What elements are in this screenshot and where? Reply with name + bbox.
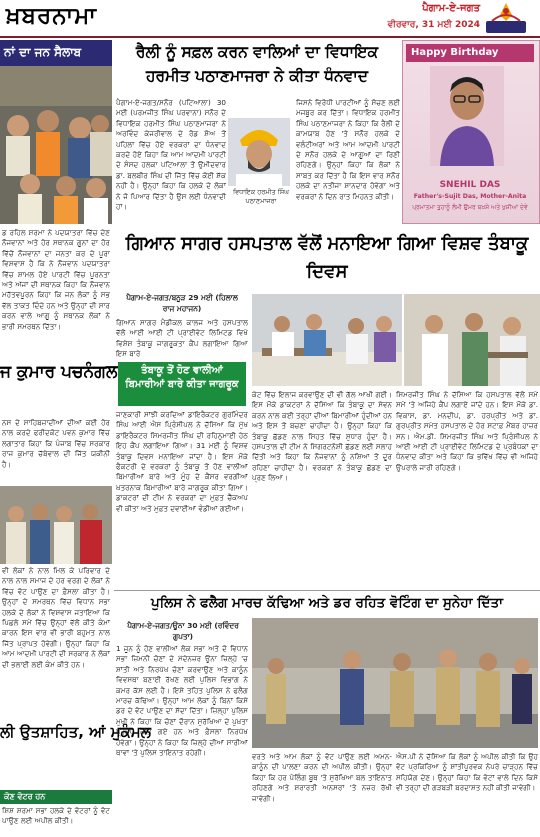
health-checkup-photo: [404, 294, 540, 386]
birthday-wish-text: ਪ੍ਰਮਾਤਮਾ ਤੁਹਾਨੂੰ ਲੰਮੀ ਉਮਰ ਬਖ਼ਸ਼ੇ ਅਤੇ ਖੁਸ਼ੀਆਂ ਦੇਵੇ: [412, 204, 528, 211]
police-story-column-1: 1 ਜੂਨ ਨੂੰ ਹੋਣ ਵਾਲੀਆਂ ਲੋਕ ਸਭਾ ਅਤੇ ਦੋ ਵਿਧਾਨ ਸਭਾ ਜ਼ਿਮਨੀ ਚੋਣਾਂ ਦੇ ਮੱਦੇਨਜ਼ਰ ਊਨਾ ਜ਼ਿਲ੍ਹੇ 'ਚ ਸ਼ਾਂਤੀ ਅਤੇ ਨਿਰਪੱਖ ਚੋਣਾਂ ਕਰਵਾਉਣ ਅਤੇ ਕਾਨੂੰਨ ਵਿਵਸਥਾ ਬਣਾਈ ਰੱਖਣ ਲਈ ਪੁਲਿਸ ਵਿਭਾਗ ਨੇ ਕਮਰ ਕੱਸ ਲਈ ਹੈ। ਇਸੇ ਤਹਿਤ ਪੁਲਿਸ ਨੇ ਫਲੈਗ ਮਾਰਚ ਕੱਢਿਆ। ਉਨ੍ਹਾਂ ਆਮ ਲੋਕਾਂ ਨੂੰ ਬਿਨਾਂ ਕਿਸੇ ਡਰ ਦੇ ਵੋਟ ਪਾਉਣ ਦਾ ਸੱਦਾ ਦਿੱਤਾ। ਜ਼ਿਲ੍ਹਾ ਪੁਲਿਸ ਮੁਖੀ ਨੇ ਕਿਹਾ ਕਿ ਚੋਣਾਂ ਦੌਰਾਨ ਸੁਰੱਖਿਆ ਦੇ ਪੁਖ਼ਤਾ ਪ੍ਰਬੰਧ ਕੀਤੇ ਗਏ ਹਨ ਅਤੇ ਫ਼ੈਸਲਾ ਨਿਰਪੱਖ ਹੋਵੇਗਾ। ਉਨ੍ਹਾਂ ਨੇ ਕਿਹਾ ਕਿ ਜ਼ਿਲ੍ਹੇ ਦੀਆਂ ਸਾਰੀਆਂ ਥਾਵਾਂ 'ਤੇ ਪੁਲਿਸ ਤਾਇਨਾਤ ਰਹੇਗੀ।: [116, 644, 248, 758]
birthday-ad-title: Happy Birthday: [406, 44, 534, 62]
police-flag-march-headline: ਪੁਲਿਸ ਨੇ ਫਲੈਗ ਮਾਰਚ ਕੱਢਿਆ ਅਤੇ ਡਰ ਰਹਿਤ ਵੋਟਿੰਗ ਦਾ ਸੁਨੇਹਾ ਦਿੱਤਾ: [114, 590, 540, 616]
tobacco-story-dateline: ਪੈਗਾਮ-ਏ-ਜਗਤ/ਬਨੂੜ 29 ਮਈ (ਹਿਲਾਲ ਰਾਜ ਮਹਾਜਨ): [126, 293, 238, 313]
rally-crowd-photo: [0, 66, 112, 224]
paper-logo-icon: [482, 1, 530, 35]
left-story-banner: ਨਾਂ ਦਾ ਜਨ ਸੈਲਾਬ: [0, 40, 112, 66]
left-story-body-2: ਨਸ ਦੇ ਸਾਹਿਬਜ਼ਾਦੀਆਂ ਦੀਆਂ ਕਈ ਹੋਰ ਨਾਲ ਕਰਦੇ ਫਰੀਦਕੋਟ ਪਵਨ ਕੁਮਾਰ ਵਿੱਚ ਲਗਾਤਾਰ ਕਿਹਾ ਕਿ ਪੰਜਾਬ ਵਿੱਚ ਸਰਕਾਰ ਰਾਜ ਕੁਮਾਰ ਚੱਬੇਵਾਲ ਦੀ ਜਿੱਤ ਯਕੀਨੀ ਹੈ।: [2, 418, 110, 469]
left-footer-text: ਸ਼ਿਸ਼ ਸ਼ਰਮਾ ਸਭਾ ਹਲਕੇ ਦੇ ਵੋਟਰਾਂ ਨੂੰ ਵੋਟ ਪਾਉਣ ਲਈ ਅਪੀਲ ਕੀਤੀ।: [2, 806, 110, 826]
tobacco-story-column-3: ਸਿਮਰਜੀਤ ਸਿੰਘ ਨੇ ਦੱਸਿਆ ਕਿ ਹਸਪਤਾਲ ਵੱਲੋਂ ਸਮੇਂ ਸਮੇਂ 'ਤੇ ਅਜਿਹੇ ਕੈਂਪ ਲਗਾਏ ਜਾਂਦੇ ਹਨ। ਇਸ ਮੌਕੇ ਡਾ. ਵਿਕਾਸ, ਡਾ. ਮਨਦੀਪ, ਡਾ. ਹਰਪ੍ਰੀਤ ਅਤੇ ਡਾ. ਗੁਰਪ੍ਰੀਤ ਸਮੇਤ ਹਸਪਤਾਲ ਦੇ ਹੋਰ ਸਟਾਫ਼ ਮੈਂਬਰ ਹਾਜ਼ਰ ਸਨ। ਐਮ.ਡੀ. ਸਿਮਰਜੀਤ ਸਿੰਘ ਅਤੇ ਪ੍ਰਿੰਸੀਪਲ ਨੇ ਆਈ ਆਈ ਟੀ ਪ੍ਰਾਈਵੇਟ ਲਿਮਿਟਡ ਦੇ ਪ੍ਰਬੰਧਕਾਂ ਦਾ ਧੰਨਵਾਦ ਕੀਤਾ ਅਤੇ ਕਿਹਾ ਕਿ ਭਵਿੱਖ ਵਿੱਚ ਵੀ ਅਜਿਹੇ ਉਪਰਾਲੇ ਜਾਰੀ ਰਹਿਣਗੇ।: [396, 390, 538, 472]
rally-thanks-headline: ਰੈਲੀ ਨੂੰ ਸਫ਼ਲ ਕਰਨ ਵਾਲਿਆਂ ਦਾ ਵਿਧਾਇਕ ਹਰਮੀਤ ਪਠਾਣਮਾਜਰਾ ਨੇ ਕੀਤਾ ਧੰਨਵਾਦ: [135, 43, 379, 85]
tobacco-day-headline: ਗਿਆਨ ਸਾਗਰ ਹਸਪਤਾਲ ਵੱਲੋਂ ਮਨਾਇਆ ਗਿਆ ਵਿਸ਼ਵ ਤੰਬਾਕੂ ਦਿਵਸ: [125, 233, 529, 282]
birthday-person-photo: [430, 66, 504, 166]
campaign-group-photo: [0, 486, 112, 564]
police-story-column-3: ਐਸ.ਪੀ ਨੇ ਦੱਸਿਆ ਕਿ ਲੋਕਾਂ ਨੂੰ ਅਪੀਲ ਕੀਤੀ ਕਿ ਉਹ ਵੋਟ ਪ੍ਰਕਿਰਿਆ ਨੂੰ ਸ਼ਾਂਤੀਪੂਰਵਕ ਨੇਪਰੇ ਚਾੜ੍ਹਨ ਵਿੱਚ ਸਹਿਯੋਗ ਦੇਣ। ਉਨ੍ਹਾਂ ਕਿਹਾ ਕਿ ਵੋਟਾਂ ਵਾਲੇ ਦਿਨ ਕਿਸੇ ਵੀ ਤਰ੍ਹਾਂ ਦੀ ਗੜਬੜੀ ਬਰਦਾਸ਼ਤ ਨਹੀਂ ਕੀਤੀ ਜਾਵੇਗੀ।: [396, 752, 538, 793]
mla-portrait-photo: [228, 118, 290, 186]
left-story-body-3: ਵੀ ਲੋਕਾਂ ਨੇ ਨਾਲ ਮਿਲ ਕੇ ਪਰਿਵਾਰ ਦੇ ਨਾਲ ਨਾਲ ਸਮਾਜ ਦੇ ਹਰ ਵਰਗ ਦੇ ਲੋਕਾਂ ਨੇ ਵਿੱਚ ਵੋਟ ਪਾਉਣ ਦਾ ਫ਼ੈਸਲਾ ਕੀਤਾ ਹੈ। ਉਨ੍ਹਾਂ ਦੇ ਸਮਰਥਨ ਵਿੱਚ ਵਿਧਾਨ ਸਭਾ ਹਲਕੇ ਦੇ ਲੋਕਾਂ ਨੇ ਵਿਸ਼ਵਾਸ ਜਤਾਇਆ ਕਿ ਪਿਛਲੇ ਸਮੇਂ ਵਿੱਚ ਉਨ੍ਹਾਂ ਵੱਲੋਂ ਕੀਤੇ ਕੰਮਾਂ ਕਾਰਨ ਇਸ ਵਾਰ ਵੀ ਭਾਰੀ ਬਹੁਮਤ ਨਾਲ ਜਿੱਤ ਪ੍ਰਾਪਤ ਹੋਵੇਗੀ। ਉਨ੍ਹਾਂ ਕਿਹਾ ਕਿ ਆਮ ਆਦਮੀ ਪਾਰਟੀ ਦੀ ਸਰਕਾਰ ਨੇ ਲੋਕਾਂ ਦੀ ਭਲਾਈ ਲਈ ਕੰਮ ਕੀਤੇ ਹਨ।: [2, 566, 110, 669]
health-camp-photo: [252, 294, 402, 386]
tobacco-story-intro: ਗਿਆਨ ਸਾਗਰ ਮੈਡੀਕਲ ਕਾਲਜ ਅਤੇ ਹਸਪਤਾਲ ਵੱਲੋਂ ਆਈ ਆਈ ਟੀ ਪ੍ਰਾਈਵੇਟ ਲਿਮਿਟਡ ਵਿਖੇ ਵਿਸ਼ੇਸ਼ ਤੰਬਾਕੂ ਜਾਗਰੂਕਤਾ ਕੈਂਪ ਲਗਾਇਆ ਗਿਆ ਇਸ ਬਾਰੇ: [116, 318, 248, 359]
police-story-column-2: ਵਰਤੇ ਅਤੇ ਆਮ ਲੋਕਾਂ ਨੂੰ ਵੋਟ ਪਾਉਣ ਲਈ ਅਮਨ-ਕਾਨੂੰਨ ਦੀ ਪਾਲਣਾ ਕਰਨ ਦੀ ਅਪੀਲ ਕੀਤੀ। ਉਨ੍ਹਾਂ ਕਿਹਾ ਕਿ ਹਰ ਪੋਲਿੰਗ ਬੂਥ 'ਤੇ ਸੁਰੱਖਿਆ ਬਲ ਤਾਇਨਾਤ ਰਹਿਣਗੇ ਅਤੇ ਸ਼ਰਾਰਤੀ ਅਨਸਰਾਂ 'ਤੇ ਨਜ਼ਰ ਰੱਖੀ ਜਾਵੇਗੀ।: [252, 752, 392, 803]
left-story-headline-3: ਲੀ ਉਤਸ਼ਾਹਿਤ, ਆਂ ਮੁਕੰਮਲ: [0, 723, 151, 741]
birthday-person-name: SNEHIL DAS: [439, 180, 501, 190]
tobacco-story-column-2: ਕੇਟ ਵਿੱਚ ਇਲਾਜ ਕਰਵਾਉਣ ਦੀ ਵੀ ਗੱਲ ਆਖੀ ਗਈ। ਇਸ ਮੌਕੇ ਡਾਕਟਰਾਂ ਨੇ ਦੱਸਿਆ ਕਿ ਤੰਬਾਕੂ ਦਾ ਸੇਵਨ ਕਰਨ ਨਾਲ ਕਈ ਤਰ੍ਹਾਂ ਦੀਆਂ ਬਿਮਾਰੀਆਂ ਹੁੰਦੀਆਂ ਹਨ ਅਤੇ ਇਸ ਤੋਂ ਬਚਣਾ ਚਾਹੀਦਾ ਹੈ। ਉਨ੍ਹਾਂ ਕਿਹਾ ਕਿ ਤੰਬਾਕੂ ਛੱਡਣ ਨਾਲ ਸਿਹਤ ਵਿੱਚ ਸੁਧਾਰ ਹੁੰਦਾ ਹੈ। ਹਸਪਤਾਲ ਦੀ ਟੀਮ ਨੇ ਸਿਗਰਟਨੋਸ਼ੀ ਛੱਡਣ ਲਈ ਸਲਾਹ ਦਿੱਤੀ ਅਤੇ ਕਿਹਾ ਕਿ ਨੌਜਵਾਨਾਂ ਨੂੰ ਨਸ਼ਿਆਂ ਤੋਂ ਦੂਰ ਰਹਿਣਾ ਚਾਹੀਦਾ ਹੈ। ਵਰਕਰਾਂ ਨੇ ਤੰਬਾਕੂ ਛੱਡਣ ਦਾ ਪ੍ਰਣ ਲਿਆ।: [252, 390, 392, 483]
flag-march-photo: [252, 618, 538, 748]
masthead-rule: [0, 36, 540, 38]
tobacco-highlight-box: ਤੰਬਾਕੂ ਤੋਂ ਹੋਣ ਵਾਲੀਆਂ ਬਿਮਾਰੀਆਂ ਬਾਰੇ ਕੀਤਾ ਜਾਗਰੂਕ: [118, 362, 246, 406]
rally-story-column-1: ਪੈਗਾਮ-ਏ-ਜਗਤ/ਸਨੌਰ (ਪਟਿਆਲਾ) 30 ਮਈ (ਪਰਮਜੀਤ ਸਿੰਘ ਪਰਵਾਨਾ) ਸਨੌਰ ਦੇ ਵਿਧਾਇਕ ਹਰਮੀਤ ਸਿੰਘ ਪਠਾਣਮਾਜਰਾ ਨੇ ਅਰਵਿੰਦ ਕੇਜਰੀਵਾਲ ਦੇ ਰੋਡ ਸ਼ੋਅ ਤੋਂ ਪਹਿਲਾਂ ਵਿੱਚ ਹੋਏ ਵਰਕਰਾਂ ਦਾ ਧੰਨਵਾਦ ਕਰਦੇ ਹੋਏ ਕਿਹਾ ਕਿ ਆਮ ਆਦਮੀ ਪਾਰਟੀ ਦੇ ਸੰਸਦ ਹਲਕਾ ਪਟਿਆਲਾ ਤੋਂ ਉਮੀਦਵਾਰ ਡਾ. ਬਲਬੀਰ ਸਿੰਘ ਦੀ ਜਿੱਤ ਵਿੱਚ ਕੋਈ ਸ਼ੱਕ ਨਹੀਂ ਹੈ। ਉਨ੍ਹਾਂ ਕਿਹਾ ਕਿ ਹਲਕੇ ਦੇ ਲੋਕਾਂ ਨੇ ਜੋ ਪਿਆਰ ਦਿੱਤਾ ਹੈ ਉਸ ਲਈ ਧੰਨਵਾਦੀ ਹਾਂ।: [116, 98, 226, 212]
left-footer-banner: ਕੋਣ ਵੋਟਰ ਹਨ: [0, 790, 112, 804]
police-story-dateline: ਪੈਗਾਮ-ਏ-ਜਗਤ/ਊਨਾ 30 ਮਈ (ਰਵਿੰਦਰ ਗੁਪਤਾ): [127, 621, 239, 641]
paper-name: ਪੈਗਾਮ-ਏ-ਜਗਤ: [422, 3, 480, 14]
left-story-headline-2: ਜ ਕੁਮਾਰ ਪਚਨੰਗਲ: [0, 362, 118, 382]
newspaper-section-title: ਖ਼ਬਰਨਾਮਾ: [6, 2, 97, 29]
rally-story-column-2: ਜਿਸਨੇ ਵਿਰੋਧੀ ਪਾਰਟੀਆਂ ਨੂੰ ਸੋਚਣ ਲਈ ਮਜਬੂਰ ਕਰ ਦਿੱਤਾ। ਵਿਧਾਇਕ ਹਰਮੀਤ ਸਿੰਘ ਪਠਾਣਮਾਜਰਾ ਨੇ ਕਿਹਾ ਕਿ ਰੈਲੀ ਦੇ ਕਾਮਯਾਬ ਹੋਣ 'ਤੇ ਸਨੌਰ ਹਲਕੇ ਦੇ ਵਲੰਟੀਅਰਾਂ ਅਤੇ ਆਮ ਆਦਮੀ ਪਾਰਟੀ ਦੇ ਸਨੌਰ ਹਲਕੇ ਦੇ ਆਗੂਆਂ ਦਾ ਰਿਣੀ ਰਹਿਣਗੇ। ਉਨ੍ਹਾਂ ਕਿਹਾ ਕਿ ਲੋਕਾਂ ਨੇ ਸਾਬਤ ਕਰ ਦਿੱਤਾ ਹੈ ਕਿ ਇਸ ਵਾਰ ਸਨੌਰ ਹਲਕੇ ਦਾ ਨਤੀਜਾ ਸ਼ਾਨਦਾਰ ਹੋਵੇਗਾ ਅਤੇ ਵਰਕਰਾਂ ਨੇ ਦਿਨ ਰਾਤ ਮਿਹਨਤ ਕੀਤੀ।: [296, 98, 400, 201]
mla-photo-caption: ਵਿਧਾਇਕ ਹਰਮੀਤ ਸਿੰਘ ਪਠਾਣਮਾਜਰਾ: [232, 188, 289, 205]
tobacco-story-column-1: ਜਾਣਕਾਰੀ ਸਾਂਝੀ ਕਰਦਿਆਂ ਡਾਇਰੈਕਟਰ ਗੁਰਮਿੰਦਰ ਸਿੰਘ ਆਈ ਐਸ ਪ੍ਰਿੰਸੀਪਲ ਨੇ ਦੱਸਿਆ ਕਿ ਮੁੱਖ ਡਾਇਰੈਕਟਰ ਸਿਮਰਜੀਤ ਸਿੰਘ ਦੀ ਰਹਿਨੁਮਾਈ ਹੇਠ ਇਹ ਕੈਂਪ ਲਗਾਇਆ ਗਿਆ। 31 ਮਈ ਨੂੰ ਵਿਸ਼ਵ ਤੰਬਾਕੂ ਦਿਵਸ ਮਨਾਇਆ ਜਾਂਦਾ ਹੈ। ਇਸ ਮੌਕੇ ਫੈਕਟਰੀ ਦੇ ਵਰਕਰਾਂ ਨੂੰ ਤੰਬਾਕੂ ਤੋਂ ਹੋਣ ਵਾਲੀਆਂ ਬਿਮਾਰੀਆਂ ਬਾਰੇ ਅਤੇ ਮੂੰਹ ਦੇ ਕੈਂਸਰ ਵਰਗੀਆਂ ਖ਼ਤਰਨਾਕ ਬਿਮਾਰੀਆਂ ਬਾਰੇ ਜਾਗਰੂਕ ਕੀਤਾ ਗਿਆ। ਡਾਕਟਰਾਂ ਦੀ ਟੀਮ ਨੇ ਵਰਕਰਾਂ ਦਾ ਮੁਫ਼ਤ ਚੈੱਕਅਪ ਵੀ ਕੀਤਾ ਅਤੇ ਮੁਫ਼ਤ ਦਵਾਈਆਂ ਵੰਡੀਆਂ ਗਈਆਂ।: [116, 410, 248, 513]
issue-date: ਵੀਰਵਾਰ, 31 ਮਈ 2024: [387, 20, 480, 30]
left-story-body: ਡ ਰਹਿਲ ਸ਼ਰਮਾ ਨੇ ਪਦਯਾਤਰਾ ਵਿੱਚ ਦੇਣ ਨੌਜਵਾਨਾਂ ਅਤੇ ਹੋਰ ਸਥਾਨਕ ਗੂਨਾਂ ਦਾ ਹੋਰ ਵਿੱਚੋਂ ਨੌਜਵਾਨਾਂ ਦਾ ਜਨਤਾ ਕਰ ਦੇ ਪੂਰਾ ਵਿਸ਼ਵਾਸ ਹੈ ਕਿ ਨੇ ਨੌਜਵਾਨ ਪਦਯਾਤਰਾ ਵਿੱਚ ਸ਼ਾਮਲ ਹੋਏ ਪਾਰਟੀ ਵਿੱਚ ਪੂਰਨਤਾ ਅਤੇ ਅੱਜਾਂ ਦੀ ਸਥਾਨਕ ਕਿਹਾ ਕਿ ਨੌਜਵਾਨ ਮਹੱਤਵਪੂਰਨ ਕਿਹਾ ਕਿ ਜਨ ਲੋਕਾਂ ਨੂੰ ਸਭ ਵੱਲ ਤਾਕਤ ਦਿੰਦੇ ਹਨ ਅਤੇ ਉਨ੍ਹਾਂ ਦੀ ਸਾਰ ਕਰਨ ਵਾਲੇ ਆਗੂ ਨੂੰ ਸਥਾਨਕ ਲੋਕਾਂ ਨੇ ਭਾਰੀ ਸਮਰਥਨ ਦਿੱਤਾ।: [2, 228, 110, 331]
birthday-parents-names: Father's-Sujit Das, Mother-Anita: [413, 193, 527, 200]
